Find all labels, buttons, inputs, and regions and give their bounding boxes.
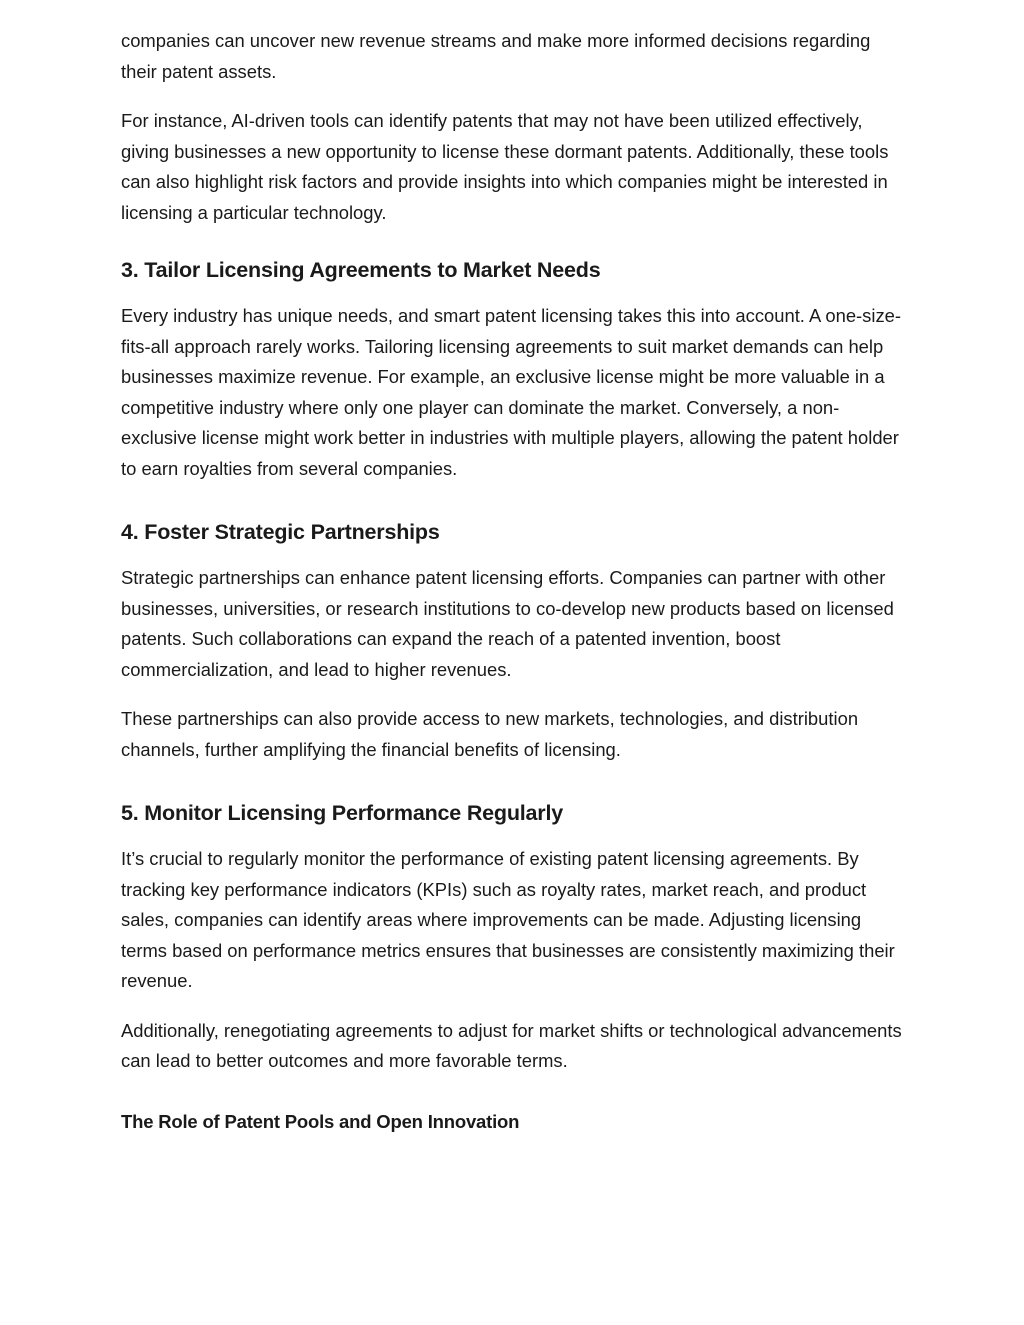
intro-paragraph: For instance, AI-driven tools can identify patents that may not have been utilized effectively, giving businesses a new opportunity to license these dormant patents. Additionally, these tools can also highlight risk factors and provide insights into which companies might be interested in licensing a particular technology. — [121, 110, 889, 223]
section-paragraph: These partnerships can also provide access to new markets, technologies, and distribution channels, further amplifying the financial benefits of licensing. — [121, 708, 859, 760]
section-paragraph: Strategic partnerships can enhance patent licensing efforts. Companies can partner with other businesses, universities, or research institutions to co-develop new products based on licensed patents. Such collaborations can expand the reach of a patented invention, boost commercialization, and lead to higher revenues. — [121, 567, 894, 680]
section-paragraph: Every industry has unique needs, and smart patent licensing takes this into account. A one-size-fits-all approach rarely works. Tailoring licensing agreements to suit market demands can help businesses maximize revenue. For example, an exclusive license might be more valuable in a competitive industry where only one player can dominate the market. Conversely, a non-exclusive license might work better in industries with multiple players, allowing the patent holder to earn royalties from several companies. — [121, 305, 902, 479]
section-heading: 5. Monitor Licensing Performance Regularly — [121, 801, 564, 825]
closing-subheading: The Role of Patent Pools and Open Innovation — [121, 1110, 520, 1132]
section-paragraph: Additionally, renegotiating agreements to adjust for market shifts or technological advancements can lead to better outcomes and more favorable terms. — [121, 1019, 902, 1071]
section-heading: 3. Tailor Licensing Agreements to Market Needs — [121, 258, 601, 282]
document-page — [121, 26, 911, 1136]
section-heading: 4. Foster Strategic Partnerships — [121, 520, 440, 544]
section-paragraph: It’s crucial to regularly monitor the performance of existing patent licensing agreements. By tracking key performance indicators (KPIs) such as royalty rates, market reach, and product sales, companies can identify areas where improvements can be made. Adjusting licensing terms based on performance metrics ensures that businesses are consistently maximizing their revenue. — [121, 848, 895, 991]
intro-paragraph: companies can uncover new revenue streams and make more informed decisions regarding their patent assets. — [121, 30, 871, 82]
